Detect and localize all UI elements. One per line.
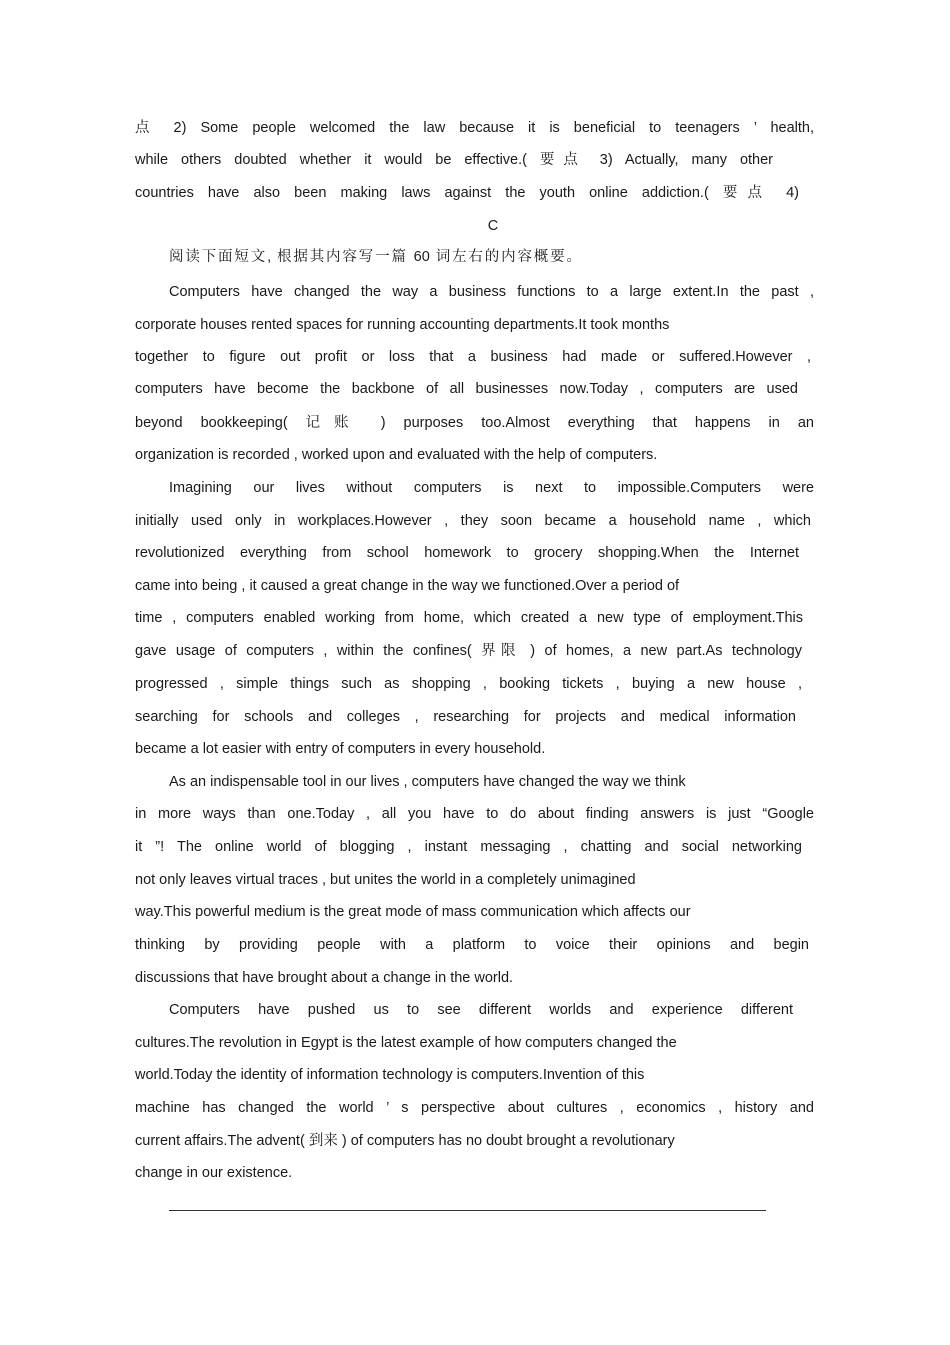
answer-line [169, 1210, 766, 1211]
text-line: became a lot easier with entry of computers in every household. [135, 741, 546, 757]
text-line: current affairs.The advent( 到来 ) of computers has no doubt brought a revolutionary [135, 1133, 675, 1149]
text-line: organization is recorded , worked upon and evaluated with the help of computers. [135, 447, 658, 463]
text-line: gave usage of computers , within the confines( 界限 ) of homes, a new part.As technology [135, 643, 802, 659]
text-line: way.This powerful medium is the great mode of mass communication which affects our [135, 904, 691, 920]
text-line: Computers have pushed us to see different worlds and experience different [169, 1002, 793, 1018]
text-line: corporate houses rented spaces for running accounting departments.It took months [135, 317, 670, 333]
text-line: time , computers enabled working from home, which created a new type of employment.This [135, 610, 803, 626]
text-line: not only leaves virtual traces , but unites the world in a completely unimagined [135, 872, 636, 888]
instruction-line: 阅读下面短文, 根据其内容写一篇 60 词左右的内容概要。 [169, 249, 581, 265]
text-line: while others doubted whether it would be effective.( 要点 3) Actually, many other [135, 152, 773, 168]
text-line: discussions that have brought about a change in the world. [135, 970, 514, 986]
text-line: Computers have changed the way a business functions to a large extent.In the past , [169, 284, 814, 300]
text-line: change in our existence. [135, 1165, 293, 1181]
text-line: As an indispensable tool in our lives , computers have changed the way we think [169, 774, 686, 790]
text-line: beyond bookkeeping( 记账 ) purposes too.Almost everything that happens in an [135, 415, 814, 431]
text-line: it ”! The online world of blogging , instant messaging , chatting and social networking [135, 839, 802, 855]
text-line: cultures.The revolution in Egypt is the latest example of how computers changed the [135, 1035, 677, 1051]
text-line: progressed , simple things such as shopping , booking tickets , buying a new house , [135, 676, 802, 692]
text-line: machine has changed the world ’ s perspective about cultures , economics , history and [135, 1100, 814, 1116]
text-line: initially used only in workplaces.However , they soon became a household name , which [135, 513, 811, 529]
text-line: searching for schools and colleges , researching for projects and medical information [135, 709, 796, 725]
text-line: 点 2) Some people welcomed the law because it is beneficial to teenagers ’ health, [135, 120, 814, 136]
section-heading: C [487, 218, 499, 234]
text-line: countries have also been making laws against the youth online addiction.( 要点 4) [135, 185, 799, 201]
text-line: together to figure out profit or loss that a business had made or suffered.However , [135, 349, 811, 365]
text-line: came into being , it caused a great change in the way we functioned.Over a period of [135, 578, 680, 594]
text-line: thinking by providing people with a platform to voice their opinions and begin [135, 937, 809, 953]
text-line: world.Today the identity of information technology is computers.Invention of this [135, 1067, 645, 1083]
text-line: Imagining our lives without computers is next to impossible.Computers were [169, 480, 814, 496]
text-line: revolutionized everything from school homework to grocery shopping.When the Internet [135, 545, 799, 561]
text-line: computers have become the backbone of all businesses now.Today , computers are used [135, 381, 798, 397]
text-line: in more ways than one.Today , all you have to do about finding answers is just “Google [135, 806, 814, 822]
